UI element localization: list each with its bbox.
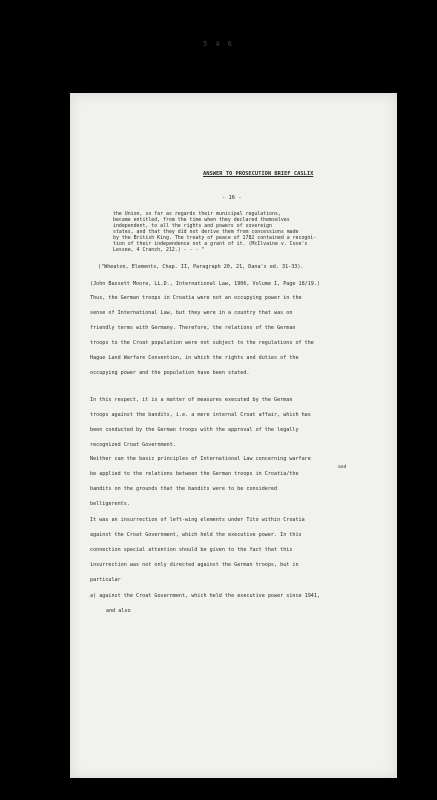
body-line: be applied to the relations between the German troops in Croatia/the <box>90 471 299 477</box>
citation-moore: (John Bassett Moore, LL.D., International Law, 1906, Volume I, Page 18/19.) <box>90 281 321 287</box>
quote-line: tion of their independence not a grant of it. (McIlvaine v. Coxe's <box>113 241 308 247</box>
page-number: - 16 - <box>222 195 242 201</box>
body-line: troops to the Croat population were not subject to the regulations of the <box>90 340 314 346</box>
header-smudge: 5 4 6 <box>202 40 235 48</box>
quote-line: independent, to all the rights and powers of sovereign <box>113 223 272 229</box>
body-line: friendly terms with Germany. Therefore, the relations of the German <box>90 325 296 331</box>
quote-line: states, and that they did not derive them from concessions made <box>113 229 299 235</box>
quote-line: became entitled, from the time when they declared themselves <box>113 217 290 223</box>
body-line: Hague Land Warfare Convention, in which the rights and duties of the <box>90 355 299 361</box>
document-page <box>70 93 397 778</box>
body-line: troops against the bandits, i.e. a mere internal Croat affair, which has <box>90 412 311 418</box>
body-line: Thus, the German troops in Croatia were not an occupying power in the <box>90 295 302 301</box>
body-line: a) against the Croat Government, which held the executive power since 1941, <box>90 593 321 599</box>
body-line: insurrection was not only directed against the German troops, but in <box>90 562 299 568</box>
body-line: sense of International Law, but they were in a country that was on <box>90 310 293 316</box>
quote-line: by the British King. The treaty of peace of 1782 contained a recogni- <box>113 235 317 241</box>
body-line: and also <box>106 608 131 614</box>
body-line: It was an insurrection of left-wing elements under Tito within Croatia <box>90 517 305 523</box>
body-line: occupying power and the population have been stated. <box>90 370 250 376</box>
body-line: Neither can the basic principles of International Law concerning warfare <box>90 456 311 462</box>
body-line: belligerents. <box>90 501 130 507</box>
body-line: particular <box>90 577 121 583</box>
body-line: In this respect, it is a matter of measures executed by the German <box>90 397 293 403</box>
body-line: against the Croat Government, which held the executive power. In this <box>90 532 302 538</box>
body-line: connection special attention should be given to the fact that this <box>90 547 293 553</box>
body-line: bandits on the grounds that the bandits were to be considered <box>90 486 278 492</box>
body-line: been conducted by the German troops with the approval of the legally <box>90 427 299 433</box>
margin-insert: and <box>338 465 347 470</box>
citation-wheaton: ("Wheaton, Elements, Chap. II, Paragraph 20, 21, Dana's ed. 31-33). <box>98 264 304 270</box>
document-title: ANSWER TO PROSECUTION BRIEF CASLIX <box>203 171 314 177</box>
quote-line: the Union, so far as regards their municipal regulations, <box>113 211 281 217</box>
body-line: recognized Croat Government. <box>90 442 176 448</box>
quote-line: Lessee, 4 Cranch, 212.) - - - " <box>113 247 205 253</box>
